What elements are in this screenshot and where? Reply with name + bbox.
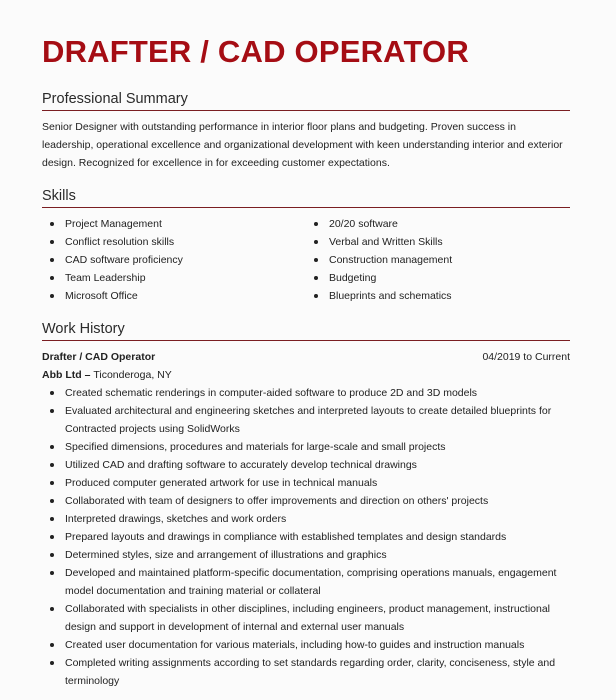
- section-title-work-history: Work History: [42, 320, 570, 341]
- skill-item: Microsoft Office: [42, 287, 306, 305]
- job-dates: 04/2019 to Current: [482, 351, 570, 363]
- skill-item: Verbal and Written Skills: [306, 233, 570, 251]
- job-entry: [42, 348, 570, 690]
- job-bullet: Created schematic renderings in computer-aided software to produce 2D and 3D models: [42, 384, 582, 402]
- section-title-skills: Skills: [42, 187, 570, 208]
- skill-item: Construction management: [306, 251, 570, 269]
- skill-item: Team Leadership: [42, 269, 306, 287]
- skill-item: Conflict resolution skills: [42, 233, 306, 251]
- company-separator: –: [81, 369, 94, 381]
- resume-name-heading: DRAFTER / CAD OPERATOR: [42, 34, 469, 69]
- job-header: [42, 348, 570, 366]
- skill-item: 20/20 software: [306, 215, 570, 233]
- job-bullet: Developed and maintained platform-specific documentation, comprising operations manuals, engagement model documentation and training material or collateral: [42, 564, 582, 600]
- company-name-text: Abb Ltd: [42, 369, 82, 381]
- skill-item: Budgeting: [306, 269, 570, 287]
- job-bullet: Specified dimensions, procedures and materials for large-scale and small projects: [42, 438, 582, 456]
- job-location: Ticonderoga, NY: [93, 369, 172, 381]
- skill-item: CAD software proficiency: [42, 251, 306, 269]
- company-name: [42, 369, 93, 381]
- job-bullet: Evaluated architectural and engineering sketches and interpreted layouts to create detailed blueprints for Contracted projects using SolidWorks: [42, 402, 582, 438]
- job-bullet: Completed writing assignments according to set standards regarding order, clarity, conciseness, style and terminology: [42, 654, 582, 690]
- job-bullet: Collaborated with team of designers to offer improvements and direction on others' projects: [42, 492, 582, 510]
- skills-column-right: [306, 215, 570, 305]
- job-bullet: Utilized CAD and drafting software to accurately develop technical drawings: [42, 456, 582, 474]
- job-company-line: [42, 366, 570, 384]
- section-title-summary: Professional Summary: [42, 90, 570, 111]
- job-bullet: Interpreted drawings, sketches and work orders: [42, 510, 582, 528]
- job-bullet: Determined styles, size and arrangement of illustrations and graphics: [42, 546, 582, 564]
- summary-text: Senior Designer with outstanding performance in interior floor plans and budgeting. Proven success in leadership, operational excellence and organizational development with keen understanding interior and exterior design. Recognized for excellence in for exceeding customer expectations.: [42, 121, 563, 169]
- skill-item: Blueprints and schematics: [306, 287, 570, 305]
- job-bullet: Produced computer generated artwork for use in technical manuals: [42, 474, 582, 492]
- skills-list: [42, 215, 570, 305]
- job-bullet: Prepared layouts and drawings in compliance with established templates and design standards: [42, 528, 582, 546]
- skills-column-left: [42, 215, 306, 305]
- job-bullet: Created user documentation for various materials, including how-to guides and instruction manuals: [42, 636, 582, 654]
- job-title: Drafter / CAD Operator: [42, 351, 156, 363]
- job-bullets: [42, 384, 582, 690]
- job-bullet: Collaborated with specialists in other disciplines, including engineers, product management, instructional design and support in development of internal and external user manuals: [42, 600, 582, 636]
- skill-item: Project Management: [42, 215, 306, 233]
